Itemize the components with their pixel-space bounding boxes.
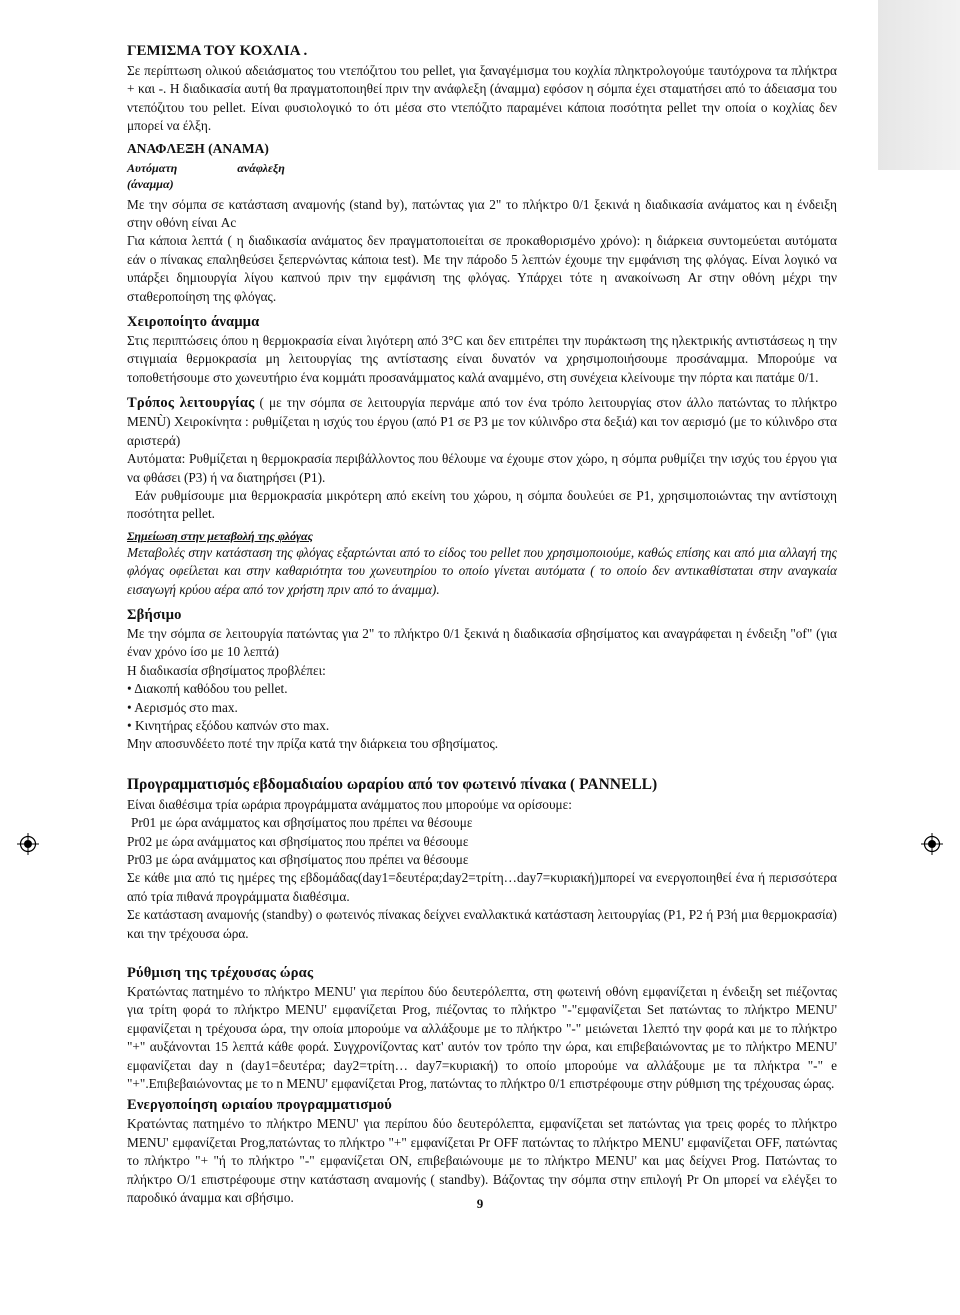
- list-item: • Αερισμός στο max.: [127, 699, 238, 715]
- paragraph: Σε κατάσταση αναμονής (standby) ο φωτεινός πίνακας δείχνει εναλλακτικά κατάσταση λειτουργίας (P1, P2 ή P3ή μια θερμοκρασία) και την τρέχουσα ώρα.: [127, 907, 837, 941]
- paragraph: Η διαδικασία σβησίματος προβλέπει:: [127, 662, 326, 678]
- paragraph: Κρατώντας πατημένο το πλήκτρο MENU' για περίπου δύο δευτερόλεπτα, στη φωτεινή οθόνη εμφανίζεται η ένδειξη set πιέζοντας για τρίτη φορά το πλήκτρο MENU' εμφανίζεται Prog, πιέζοντας το πλήκτρο "-"εμφανίζεται Set πατώντας το πλήκτρο MENU' εμφανίζεται η τρέχουσα ώρα, την οποία μπορούμε να αλλάξουμε με το πλήκτρο "-" μειώνεται 1λεπτό την φορά και με το πλήκτρο "+" αυξάνονται 15 λεπτά κάθε φορά. Συγχρονίζοντας κατ' αυτόν τον τρόπο την ώρα, και επιβεβαιώνοντας με το πλήκτρο MENU' εμφανίζεται day n (day1=δευτέρα; day2=τρίτη… day7=κυριακή) το οποίο μπορούμε να αλλάξουμε με τα πλήκτρα "-" e "+".Επιβεβαιώνοντας με το n MENU' εμφανίζεται Prog, πατώντας το πλήκτρο 0/1 επιστρέφουμε στην ρύθμιση της τρέχουσας ώρας.: [127, 984, 837, 1092]
- section-title-weekly-program: Προγραμματισμός εβδομαδιαίου ωραρίου από τον φωτεινό πίνακα ( PANNELL): [127, 775, 658, 793]
- paragraph: Μεταβολές στην κατάσταση της φλόγας εξαρτώνται από το είδος του pellet που χρησιμοποιούμε, καθώς επίσης και από μια αλλαγή της φλόγας οφείλεται και στην καθαριότητα του χωνευτηρίου το οποίο γίνεται αυτόματα ( το οποίο δεν αντικαθίσταται στην αναγκαία εισαγωγή κρύου αέρα από τον χρήστη πριν από το άναμμα).: [127, 544, 837, 597]
- subsection-title-auto-ignition-2: (άναμμα): [127, 176, 174, 191]
- paragraph: Κρατώντας πατημένο το πλήκτρο MENU' για περίπου δύο δευτερόλεπτα, εμφανίζεται set πατώντας για τρεις φορές το πλήκτρο MENU' εμφανίζεται Prog,πατώντας το πλήκτρο "+" εμφανίζεται Pr OFF πατώντας το πλήκτρο MENU' εμφανίζεται OFF, πατώντας το πλήκτρο "+ "ή το πλήκτρο "-" εμφανίζεται ON, επιβεβαιώνουμε με το πλήκτρο MENU' και μας δείχνει Prog. Πατώντας το πλήκτρο O/1 επιστρέφουμε στην κατάσταση αναμονής ( standby). Βάζοντας την σόμπα στην επιλογή Pr On μπορεί να ελέγξει το παροδικό άναμμα και σβήσιμο.: [127, 1116, 837, 1206]
- subsection-title-auto-ignition: Αυτόματη ανάφλεξη: [127, 160, 285, 175]
- corner-tab: [878, 0, 960, 170]
- section-title-operation-mode: Τρόπος λειτουργίας: [127, 395, 255, 412]
- paragraph-operation-mode: Τρόπος λειτουργίας ( με την σόμπα σε λειτουργία περνάμε από τον ένα τρόπο λειτουργίας στον άλλο πατώντας το πλήκτρο MENÙ) Χειροκίνητα : ρυθμίζεται η ισχύς του έργου (από P1 σε P3 με τον κύλινδρο στα δεξιά) και τον αερισμό (με το κύλινδρο στα αριστερά): [127, 395, 837, 448]
- section-title-shutdown: Σβήσιμο: [127, 606, 182, 623]
- paragraph: Στις περιπτώσεις όπου η θερμοκρασία είναι λιγότερη από 3°C και δεν επιτρέπει την πυράκτωση της ηλεκτρικής αντιστάσεως η την στιγμιαία θερμοκρασία μη λειτουργίας της αντίστασης είναι δυνατόν να χρησιμοποιήσουμε προσάναμμα. Μπορούμε να τοποθετήσουμε στο χωνευτήριο ένα κομμάτι προσανάμματος καλά αναμμένο, στη συνέχεια κλείνουμε την πόρτα και πατάμε 0/1.: [127, 333, 837, 385]
- paragraph: Για κάποια λεπτά ( η διαδικασία ανάματος δεν πραγματοποιείται σε προκαθορισμένο χρόνο): η διάρκεια συντομεύεται αυτόματα εάν ο πίνακας επαληθεύσει ξεπερνώντας κάποια test). Με την πάροδο 5 λεπτών έχουμε την εμφάνιση της φλόγας. Είναι λογικό να υπάρξει δημιουργία λίγου καπνού πριν την εμφάνιση της φλόγας. Υπάρχει τότε η ανακοίνωση Ar στην οθόνη μέχρι την σταθεροποίηση της φλόγας.: [127, 233, 837, 304]
- registration-mark-icon: [921, 833, 943, 855]
- paragraph: Με την σόμπα σε λειτουργία πατώντας για 2" το πλήκτρο 0/1 ξεκινά η διαδικασία σβησίματος και αναγράφεται η ένδειξη "of" (για έναν χρόνο ίσο με 10 λεπτά): [127, 625, 837, 660]
- paragraph: Είναι διαθέσιμα τρία ωράρια προγράμματα ανάμματος που μπορούμε να ορίσουμε:: [127, 796, 572, 812]
- section-title-manual-ignition: Χειροποίητο άναμμα: [127, 314, 260, 331]
- section-title-set-clock: Ρύθμιση της τρέχουσας ώρας: [127, 965, 314, 982]
- registration-mark-icon: [17, 833, 39, 855]
- paragraph: Εάν ρυθμίσουμε μια θερμοκρασία μικρότερη από εκείνη του χώρου, η σόμπα δουλεύει σε P1, χρησιμοποιώντας την αντίστοιχη ποσότητα pellet.: [127, 487, 837, 522]
- paragraph: Σε περίπτωση ολικού αδειάσματος του ντεπόζιτου του pellet, για ξαναγέμισμα του κοχλία πληκτρολογούμε ταυτόχρονα τα πλήκτρα + και -. Η διαδικασία αυτή θα πραγματοποιηθεί πριν την ανάφλεξη (άναμμα) εφόσον η σόμπα έχει σταματήσει από το άδειασμα του ντεπόζιτου του pellet. Είναι φυσιολογικό το ότι μέσα στο ντεπόζιτο παραμένει κάποια ποσότητα pellet την οποία ο κοχλίας δεν μπορεί να έλξη.: [127, 63, 837, 134]
- section-title-flame-note: Σημείωση στην μεταβολή της φλόγας: [127, 528, 313, 543]
- list-item: • Κινητήρας εξόδου καπνών στο max.: [127, 717, 330, 733]
- document-body: [127, 40, 837, 1208]
- paragraph: Μην αποσυνδέετο ποτέ την πρίζα κατά την διάρκεια του σβησίματος.: [127, 736, 499, 752]
- list-item: • Διακοπή καθόδου του pellet.: [127, 681, 288, 697]
- paragraph: Σε κάθε μια από τις ημέρες της εβδομάδας(day1=δευτέρα;day2=τρίτη…day7=κυριακή)μπορεί να ενεργοποιηθεί ένα ή περισσότερα από τρία πιθανά προγράμματα διαθέσιμα.: [127, 870, 837, 904]
- section-title-auger-fill: ΓΕΜΙΣΜΑ ΤΟΥ ΚΟΧΛΙΑ .: [127, 43, 308, 59]
- list-item: Pr01 με ώρα ανάμματος και σβησίματος που πρέπει να θέσουμε: [131, 815, 473, 831]
- section-title-ignition: ΑΝΑΦΛΕΞΗ (ΑΝΑΜΑ): [127, 140, 269, 156]
- page-number: 9: [476, 1196, 484, 1211]
- section-title-enable-program: Ενεργοποίηση ωριαίου προγραμματισμού: [127, 1097, 393, 1114]
- list-item: Pr02 με ώρα ανάμματος και σβησίματος που πρέπει να θέσουμε: [127, 833, 469, 849]
- paragraph: Αυτόματα: Ρυθμίζεται η θερμοκρασία περιβάλλοντος που θέλουμε να έχουμε στον χώρο, η σόμπα ρυθμίζει την ισχύς του έργου για να φθάσει (P3) ή να διατηρήσει (P1).: [127, 451, 837, 485]
- paragraph: Με την σόμπα σε κατάσταση αναμονής (stand by), πατώντας για 2" το πλήκτρο 0/1 ξεκινά η διαδικασία ανάματος και η ένδειξη στην οθόνη είναι Ac: [127, 196, 837, 231]
- list-item: Pr03 με ώρα ανάμματος και σβησίματος που πρέπει να θέσουμε: [127, 852, 469, 867]
